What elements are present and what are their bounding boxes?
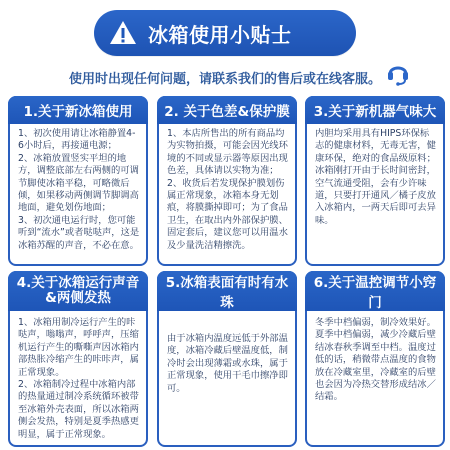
tip-paragraph: 2、冰箱放置竖实平坦的地方，调整底部左右两侧的可调节脚使冰箱平稳，可略微后倾，如果移动两侧调节脚调高地面，避免划伤地面； [18, 152, 139, 214]
tip-card-new-fridge [8, 96, 148, 266]
tip-card-color-film [157, 96, 297, 266]
tip-card-body [167, 333, 289, 395]
tip-card-title: 5.冰箱表面有时有水珠 [157, 271, 297, 311]
tip-card-title [8, 271, 148, 311]
headset-icon [384, 58, 412, 86]
tip-paragraph: 1、冰箱用制冷运行产生的咔哒声，嗡嗡声，呼呼声，压缩机运行产生的嘶嘶声因冰箱内部热胀冷缩产生的咔咔声，属正常现象。 [18, 317, 139, 378]
tip-card-title: 6.关于温控调节小窍门 [305, 271, 445, 311]
tip-paragraph: 1、初次使用请让冰箱静置4-6小时后，再接通电源； [18, 128, 136, 152]
tip-card-body [18, 128, 140, 252]
tip-card-title-line: &两侧发热 [45, 290, 111, 306]
tip-paragraph: 2、冰箱制冷过程中冰箱内部的热量通过制冷系统循环被带至冰箱外壳表面，所以冰箱两侧会发热，特别是夏季热感更明显，属于正常现象。 [18, 379, 139, 440]
tip-card-body [315, 317, 437, 404]
tip-paragraph: 2、收货后若发现保护膜划伤属正常现象，冰箱本身无划痕，将膜撕掉即可；为了食品卫生，在取出内外部保护膜、固定套后，建议您可以用温水及少量洗洁精擦洗。 [167, 177, 288, 251]
tip-card-odor [305, 96, 445, 266]
tip-card-body [167, 128, 289, 252]
warning-icon [108, 18, 138, 48]
tip-paragraph: 1、本店所售出的所有商品均为实物拍摄，可能会因光线环境的不同或显示器等原因出现色差，具体请以实物为准； [167, 128, 288, 177]
tip-card-title-line: 4.关于冰箱运行声音 [16, 275, 140, 291]
page-title: 冰箱使用小贴士 [148, 22, 292, 47]
tip-card-title: 3.关于新机器气味大 [305, 96, 445, 124]
tip-card-body [18, 317, 140, 441]
header-banner [94, 10, 356, 56]
header-wrap [0, 10, 450, 56]
tip-card-water-droplets [157, 271, 297, 447]
tip-paragraph: 由于冰箱内温度远低于外部温度，冰箱冷藏后壁温度低，制冷时会出现薄霜或水珠，属于正常现象，使用干毛巾擦净即可。 [167, 333, 288, 394]
tip-paragraph: 内胆均采用具有HIPS环保标志的健康材料，无毒无害，健康环保，绝对的食品级原料；冰箱刚打开由于长时间密封，空气流通受阻，会有少许味道，只要打开通风／橘子皮放入冰箱内，一两天后即可去异味。 [315, 128, 436, 226]
tip-card-body [315, 128, 437, 227]
tip-card-noise-heat [8, 271, 148, 447]
tip-card-title: 2. 关于色差&保护膜 [157, 96, 297, 124]
tip-card-temperature [305, 271, 445, 447]
support-subtitle: 使用时出现任何问题，请联系我们的售后或在线客服。 [68, 72, 381, 87]
tip-paragraph: 3、初次通电运行时，您可能听到“流水”或者哒哒声，这是冰箱苏醒的声音，不必在意。 [18, 214, 140, 251]
tip-paragraph: 冬季中档偏弱，制冷效果好。夏季中档偏弱，减少冷藏后壁结冰春秋季调至中档。温度过低的话，稍微带点温度的食物放在冷藏室里，冷藏室的后壁也会因为冷热交替形成结冰／结霜。 [315, 317, 436, 403]
tip-card-title: 1.关于新冰箱使用 [8, 96, 148, 124]
